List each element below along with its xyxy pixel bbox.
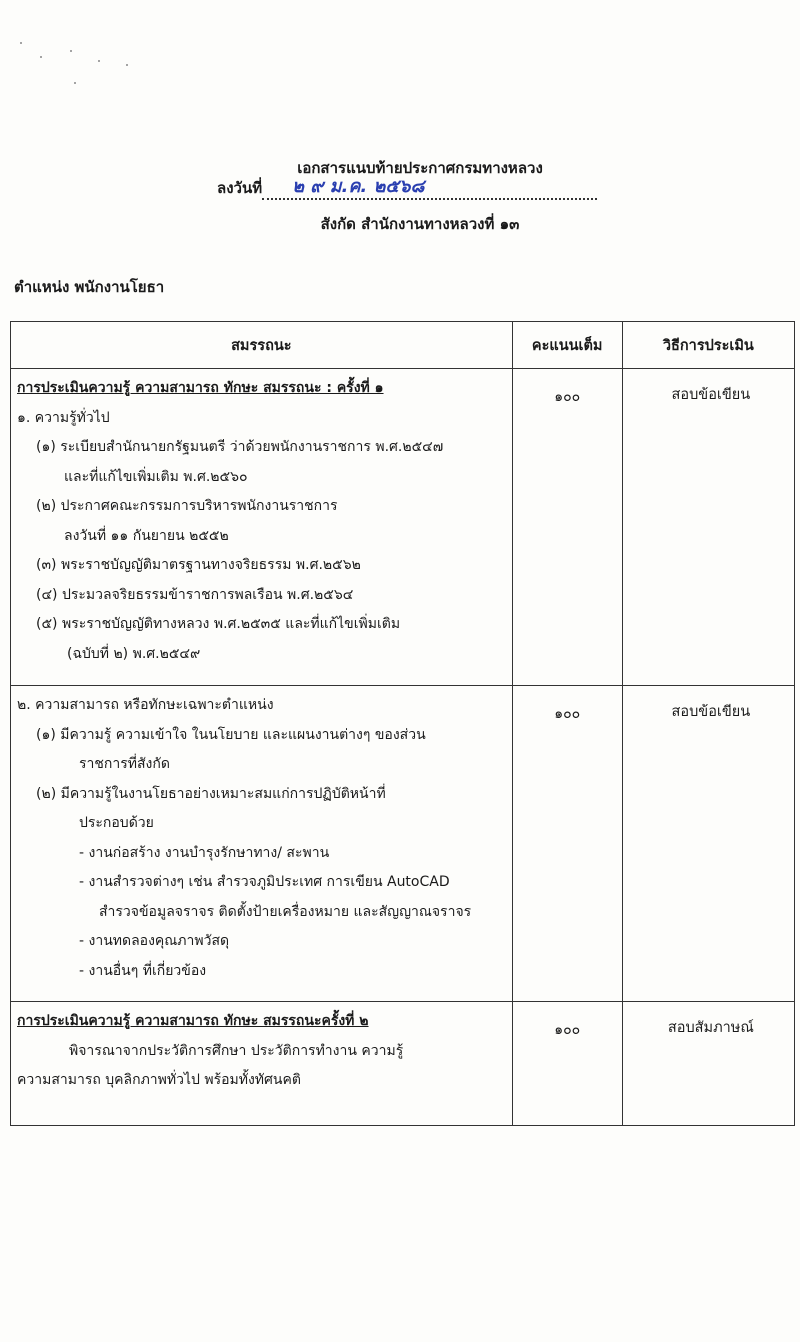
paragraph-line: พิจารณาจากประวัติการศึกษา ประวัติการทำงาน ความรู้ [69,1042,404,1059]
handwritten-date: ๒ ๙ ม.ค. ๒๕๖๘ [262,178,597,200]
method-cell: สอบสัมภาษณ์ [622,1002,794,1126]
competency-cell [11,686,513,1002]
scan-speck [74,82,76,84]
method-cell: สอบข้อเขียน [622,369,794,686]
list-item: - งานอื่นๆ ที่เกี่ยวข้อง [79,962,207,979]
scan-speck [40,56,42,58]
list-item: (๕) พระราชบัญญัติทางหลวง พ.ศ.๒๕๓๕ และที่แก้ไขเพิ่มเติม [36,616,401,632]
scan-speck [126,64,128,66]
list-item: ราชการที่สังกัด [79,756,170,772]
full-score-cell: ๑๐๐ [512,686,622,1002]
header-competency: สมรรถนะ [11,322,513,369]
list-item: สำรวจข้อมูลจราจร ติดตั้งป้ายเครื่องหมาย และสัญญาณจราจร [99,903,472,920]
list-item: (๓) พระราชบัญญัติมาตรฐานทางจริยธรรม พ.ศ.๒๕๖๒ [36,557,361,573]
section-title: การประเมินความรู้ ความสามารถ ทักษะ สมรรถนะครั้งที่ ๒ [17,1013,369,1029]
table-row [11,1002,795,1126]
list-item: ประกอบด้วย [79,815,154,831]
competency-cell [11,369,513,686]
list-item: - งานก่อสร้าง งานบำรุงรักษาทาง/ สะพาน [79,844,330,861]
list-item: (๒) ประกาศคณะกรรมการบริหารพนักงานราชการ [36,498,338,514]
section-title: การประเมินความรู้ ความสามารถ ทักษะ สมรรถนะ : ครั้งที่ ๑ [17,380,384,396]
list-item: (๒) มีความรู้ในงานโยธาอย่างเหมาะสมแก่การปฏิบัติหน้าที่ [36,785,386,802]
list-item: และที่แก้ไขเพิ่มเติม พ.ศ.๒๕๖๐ [64,468,248,485]
list-item: (ฉบับที่ ๒) พ.ศ.๒๕๔๙ [67,645,201,662]
subsection-heading: ๑. ความรู้ทั่วไป [17,409,110,426]
scan-speck [20,42,22,44]
list-item: (๑) ระเบียบสำนักนายกรัฐมนตรี ว่าด้วยพนักงานราชการ พ.ศ.๒๕๔๗ [36,439,444,455]
list-item: ลงวันที่ ๑๑ กันยายน ๒๕๕๒ [64,527,229,544]
affiliation-line: สังกัด สำนักงานทางหลวงที่ ๑๓ [320,215,520,233]
date-line [217,176,597,200]
list-item: (๔) ประมวลจริยธรรมข้าราชการพลเรือน พ.ศ.๒๕๖๔ [36,586,354,603]
scan-speck [98,60,100,62]
scan-speck [70,50,72,52]
full-score-cell: ๑๐๐ [512,369,622,686]
table-header-row [11,322,795,369]
table-row [11,369,795,686]
table-row [11,686,795,1002]
header-method: วิธีการประเมิน [622,322,794,369]
list-item: (๑) มีความรู้ ความเข้าใจ ในนโยบาย และแผนงานต่างๆ ของส่วน [36,726,426,743]
subsection-heading: ๒. ความสามารถ หรือทักษะเฉพาะตำแหน่ง [17,697,274,713]
document-title: เอกสารแนบท้ายประกาศกรมทางหลวง [297,159,543,177]
competency-cell [11,1002,513,1126]
header-full-score: คะแนนเต็ม [512,322,622,369]
list-item: - งานทดลองคุณภาพวัสดุ [79,933,230,949]
date-label: ลงวันที่ [217,179,263,197]
method-cell: สอบข้อเขียน [622,686,794,1002]
list-item: - งานสำรวจต่างๆ เช่น สำรวจภูมิประเทศ การเขียน AutoCAD [79,874,450,890]
paragraph-line: ความสามารถ บุคลิกภาพทั่วไป พร้อมทั้งทัศนคติ [17,1072,301,1088]
competency-table [10,321,795,1126]
full-score-cell: ๑๐๐ [512,1002,622,1126]
position-title: ตำแหน่ง พนักงานโยธา [14,278,165,296]
